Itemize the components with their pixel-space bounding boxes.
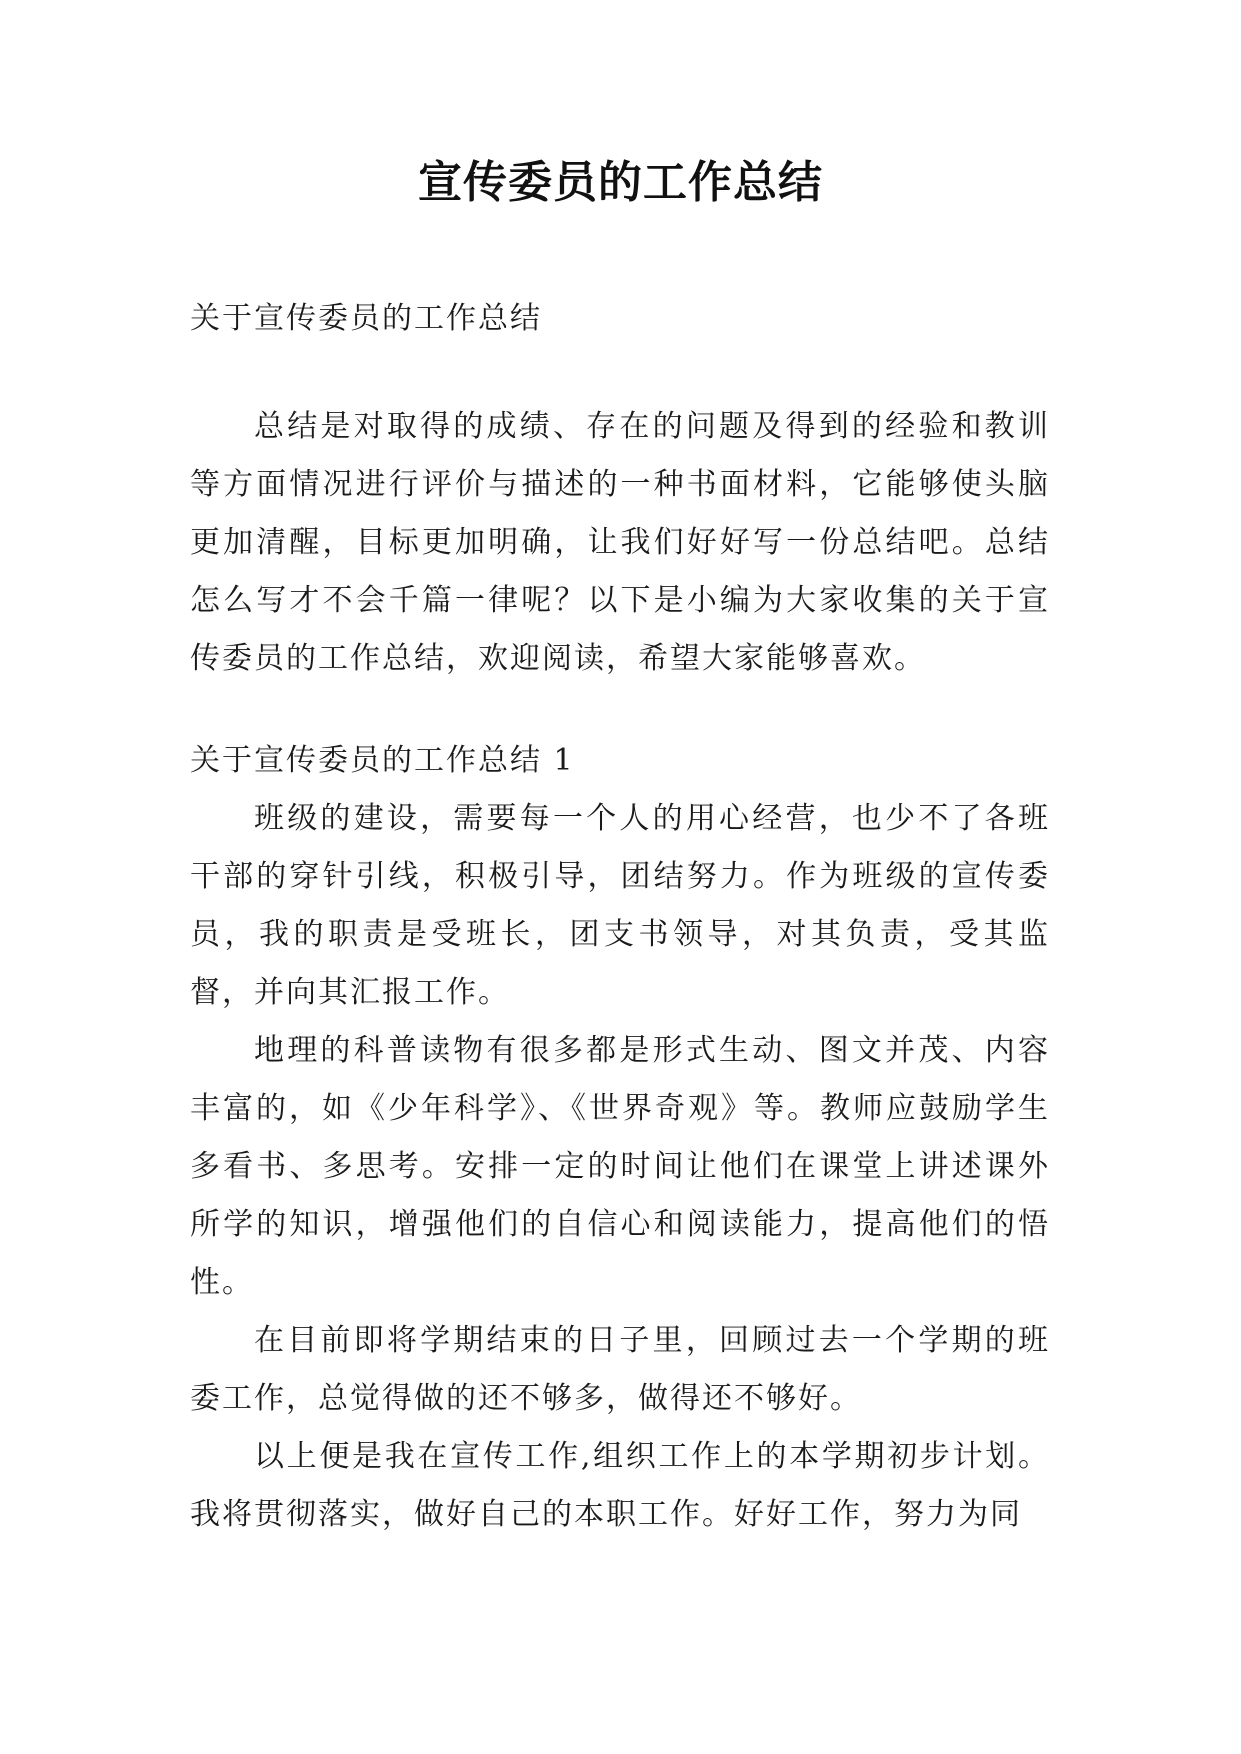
spacer [190, 348, 1050, 398]
spacer [190, 688, 1050, 732]
document-body [190, 290, 1050, 1544]
body-paragraph: 班级的建设，需要每一个人的用心经营，也少不了各班干部的穿针引线，积极引导，团结努力。作为班级的宣传委员，我的职责是受班长，团支书领导，对其负责，受其监督，并向其汇报工作。 [190, 801, 1050, 1010]
body-paragraph: 以上便是我在宣传工作,组织工作上的本学期初步计划。我将贯彻落实，做好自己的本职工作。好好工作，努力为同 [190, 1439, 1050, 1532]
body-paragraph: 在目前即将学期结束的日子里，回顾过去一个学期的班委工作，总觉得做的还不够多，做得还不够好。 [190, 1323, 1050, 1416]
body-paragraph: 地理的科普读物有很多都是形式生动、图文并茂、内容丰富的，如《少年科学》、《世界奇观》等。教师应鼓励学生多看书、多思考。安排一定的时间让他们在课堂上讲述课外所学的知识，增强他们的自信心和阅读能力，提高他们的悟性。 [190, 1033, 1050, 1300]
section-heading: 关于宣传委员的工作总结 1 [190, 743, 575, 778]
intro-paragraph: 总结是对取得的成绩、存在的问题及得到的经验和教训等方面情况进行评价与描述的一种书面材料，它能够使头脑更加清醒，目标更加明确，让我们好好写一份总结吧。总结怎么写才不会千篇一律呢？以下是小编为大家收集的关于宣传委员的工作总结，欢迎阅读，希望大家能够喜欢。 [190, 409, 1050, 676]
document-subtitle: 关于宣传委员的工作总结 [190, 301, 542, 336]
document-title: 宣传委员的工作总结 [418, 157, 823, 208]
